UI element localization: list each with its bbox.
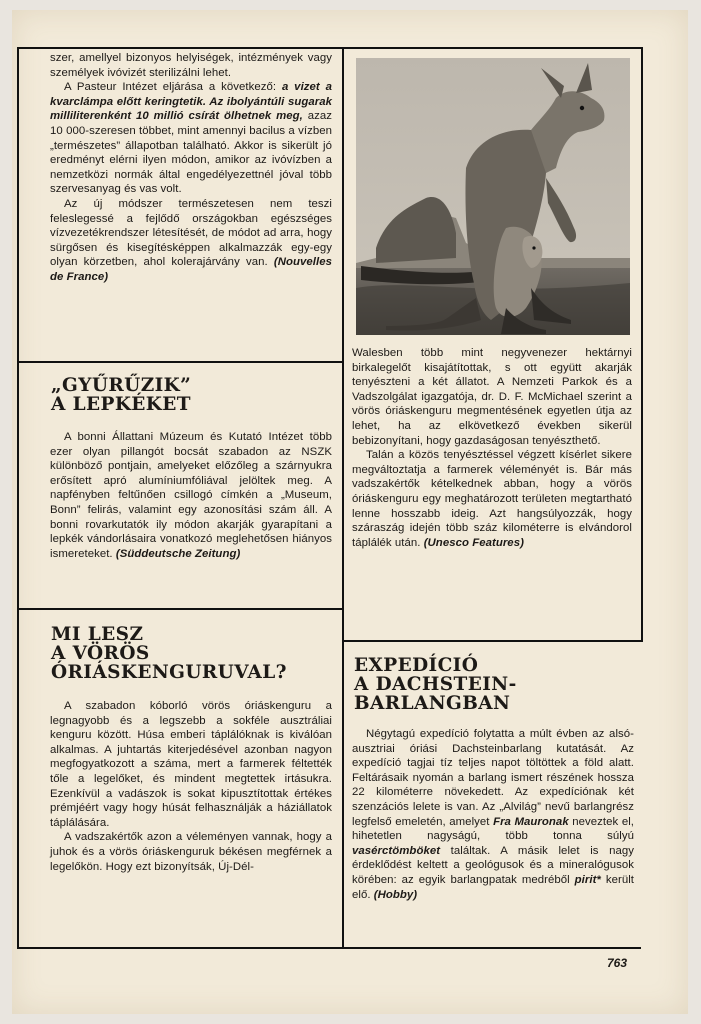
- paragraph: [352, 346, 632, 448]
- paragraph: [50, 699, 332, 830]
- article-4-title-line-1: EXPEDÍCIÓ: [354, 655, 479, 676]
- article-4-title: [354, 656, 517, 713]
- emphasis-text: (Nouvelles de France): [50, 256, 332, 283]
- emphasis-text: pirit*: [574, 873, 601, 886]
- body-text: A szabadon kóborló vörös óriáskenguru a legnagyobb és a legszebb a sokféle ausztráliai kenguru között. Húsa emberi táplálóknak is kiválóan alkalmas. A juhtartás kiterjedésével azonban nagyon megfogyatkozott a száma, mert a farmerek féltették tőle a legelőket, és mindent megtettek irtásukra. Ezenkívül a vadászok is sokat kipusztítottak értékes prémjéért vagy hogy húsát felhasználják a háziállatok táplálására.: [50, 700, 332, 829]
- article-3-title-line-2: A VÖRÖS: [51, 643, 150, 664]
- body-text: A vadszakértők azon a véleményen vannak, hogy a juhok és a vörös óriáskenguruk békésen megférnek a legelőkön. Hogy ezt bizonyítsák, Új-Dél-: [50, 831, 332, 873]
- paragraph: [50, 197, 332, 285]
- column-divider: [342, 47, 344, 947]
- body-text: A Pasteur Intézet eljárása a következő:: [64, 81, 282, 94]
- frame-left-rule: [17, 47, 19, 947]
- article-2-title-line-2: A LEPKÉKET: [51, 394, 191, 415]
- body-text: Négytagú expedíció folytatta a múlt évben az alsó-ausztriai óriási Dachsteinbarlang kutatását. Az expedíció tagjai tíz teljes napot töltöttek a föld alatt. Feltárásaik nyomán a barlang ismert részének hossza 22 kilométerre növekedett. Az expedíciónak két szenzációs lelete is van. Az „Alvilág” nevű barlangrész legfelső emeletén, amelyet: [352, 728, 634, 828]
- page-number: 763: [607, 956, 628, 970]
- article-2-text: [50, 430, 332, 561]
- body-text: Walesben több mint negyvenezer hektárnyi birkalegelőt kisajátítottak, s ott együtt akarják tenyészteni a két állatot. A Nemzeti Parkok és a Vadszolgálat igazgatója, dr. D. F. McMichael szerint a vörös óriáskenguru megmentésének egyetlen útja az lehet, ha az elkövetkező években sikerül bebizonyítani, hogy gazdaságosan tenyészthető.: [352, 347, 632, 447]
- body-text: Talán a közös tenyésztéssel végzett kísérlet sikere megváltoztatja a farmerek véleményét is. Bár más vadszakértők kételkednek abban, hogy a vörös óriáskenguru egy meghatározott területen megtartható lenne hosszabb ideig. Azt hangsúlyozzák, hogy száraszág idején több száz kilométerre is elvándorol táplálék után.: [352, 449, 632, 549]
- kangaroo-photo: [356, 58, 630, 335]
- article-2-title: [51, 376, 191, 414]
- article-3-title-line-1: MI LESZ: [51, 624, 144, 645]
- kangaroo-image: [356, 58, 630, 335]
- paragraph: [352, 448, 632, 550]
- emphasis-text: a vizet a kvarclámpa előtt keringtetik. Az ibolyántúli sugarak milliliterenként 10 millió csírát ölhetnek meg,: [50, 81, 332, 123]
- divider-1: [17, 361, 343, 363]
- body-text: azaz 10 000-szeresen többet, mint amennyi bacilus a vízben „természetes” állapotban található. Akkor is sikerült jó eredményt elérni ilyen módon, amikor az ivóvízben a nemzetközi normák által engedélyezettnél jóval több szervesanyag és vas volt.: [50, 110, 333, 196]
- frame-right-rule: [641, 47, 643, 641]
- body-text: neveztek el, hihetetlen nagyságú, több tonna súlyú: [352, 815, 634, 843]
- divider-3: [342, 640, 643, 642]
- article-3-text: [50, 699, 332, 874]
- article-3-title-line-3: ÓRIÁSKENGURUVAL?: [51, 662, 287, 683]
- body-text: szer, amellyel bizonyos helyiségek, intézmények vagy személyek ivóvizét sterilizálni lehet.: [50, 52, 332, 79]
- paragraph: [50, 80, 332, 197]
- emphasis-text: (Hobby): [373, 888, 418, 901]
- article-3-title: [51, 625, 287, 682]
- article-3-continued-text: [352, 346, 632, 550]
- article-2-title-line-1: „GYŰRŰZIK”: [51, 375, 192, 396]
- body-text: A bonni Állattani Múzeum és Kutató Intézet több ezer olyan pillangót bocsát szabadon az NSZK különböző pontjain, amelyeket előzőleg a szárnyukra erősített apró alumíniumfóliával jelöltek meg. A napfényben feltűnően csillogó címkén a „Museum, Bonn” felirás, valamint egy azonosítási szám áll. A bonni rovarkutatók ily módon akarják gyarapítani a lepkék vándorlásaira vonatkozó meglehetősen hiányos ismereteket.: [50, 431, 332, 560]
- paragraph: [50, 430, 332, 561]
- article-4-title-line-3: BARLANGBAN: [354, 693, 511, 714]
- emphasis-text: (Süddeutsche Zeitung): [115, 547, 241, 560]
- body-text: találtak. A másik lelet is nagy érdeklődést keltett a geológusok és a mineralógusok körében: az egyik barlangpatak medréből: [352, 844, 634, 886]
- emphasis-text: Fra Mauronak: [493, 815, 569, 828]
- paragraph: [50, 51, 332, 80]
- article-4-text: [352, 727, 634, 902]
- body-text: került elő.: [352, 873, 634, 901]
- emphasis-text: (Unesco Features): [423, 536, 524, 549]
- article-1-continued-text: [50, 51, 332, 285]
- divider-2: [17, 608, 343, 610]
- body-text: Az új módszer természetesen nem teszi feleslegessé a fejlődő országokban egészséges vízvezetékrendszer létesítését, de módot ad arra, hogy sürgősen és kisegítésképpen alkalmazzák egy-egy olyan körzetben, ahol kolerajárvány van.: [50, 197, 332, 269]
- paragraph: [50, 830, 332, 874]
- paragraph: [352, 727, 634, 902]
- article-4-title-line-2: A DACHSTEIN-: [354, 674, 517, 695]
- emphasis-text: vasérctömböket: [352, 844, 441, 857]
